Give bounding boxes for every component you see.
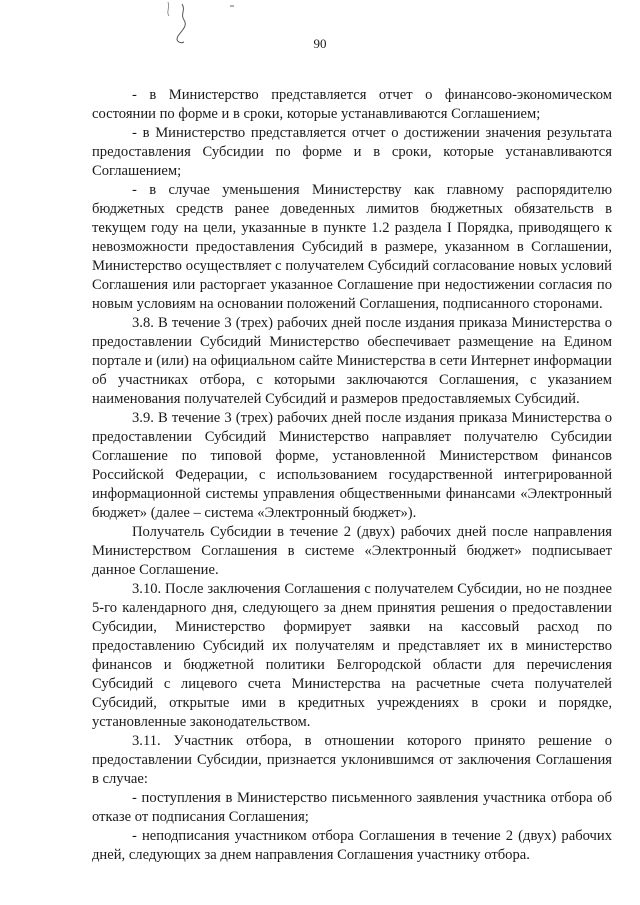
document-body — [92, 86, 612, 865]
paragraph-report-result: - в Министерство представляется отчет о достижении значения результата предоставления Субсидии по форме и в сроки, которые устанавливаются Соглашением; — [92, 125, 612, 179]
paragraph-recipient-signing: Получатель Субсидии в течение 2 (двух) рабочих дней после направления Министерством Соглашения в системе «Электронный бюджет» подписывает данное Соглашение. — [92, 524, 612, 578]
paragraph-limits-reduction: - в случае уменьшения Министерству как главному распорядителю бюджетных средств ранее доведенных лимитов бюджетных обязательств в текущем году на цели, указанные в пункте 1.2 раздела I Порядка, приводящего к невозможности предоставления Субсидий в размере, указанном в Соглашении, Министерство осуществляет с получателем Субсидий согласование новых условий Соглашения или расторгает указанное Соглашение при недостижении согласия по новым условиям на основании положений Соглашения, подписанного сторонами. — [92, 182, 612, 312]
paragraph-report-financial: - в Министерство представляется отчет о финансово-экономическом состоянии по форме и в сроки, которые устанавливаются Соглашением; — [92, 87, 612, 122]
paragraph-3-11: 3.11. Участник отбора, в отношении которого принято решение о предоставлении Субсидии, признается уклонившимся от заключения Соглашения в случае: — [92, 733, 612, 787]
page-number: 90 — [313, 36, 327, 51]
paragraph-3-10: 3.10. После заключения Соглашения с получателем Субсидии, но не позднее 5-го календарного дня, следующего за днем принятия решения о предоставлении Субсидии, Министерство формирует заявки на кассовый расход по предоставлению Субсидий их получателям и представляет их в министерство финансов и бюджетной политики Белгородской области для перечисления Субсидий с лицевого счета Министерства на расчетные счета получателей Субсидий, открытые ими в кредитных учреждениях в сроки и порядке, установленные законодательством. — [92, 581, 612, 730]
paragraph-3-9: 3.9. В течение 3 (трех) рабочих дней после издания приказа Министерства о предоставлении Субсидий Министерство направляет получателю Субсидии Соглашение по типовой форме, установленной Министерством финансов Российской Федерации, с использованием государственной интегрированной информационной системы управления общественными финансами «Электронный бюджет» (далее – система «Электронный бюджет»). — [92, 410, 612, 521]
paragraph-written-refusal: - поступления в Министерство письменного заявления участника отбора об отказе от подписания Соглашения; — [92, 790, 612, 825]
paragraph-3-8: 3.8. В течение 3 (трех) рабочих дней после издания приказа Министерства о предоставлении Субсидий Министерство обеспечивает размещение на Едином портале и (или) на официальном сайте Министерства в сети Интернет информации об участниках отбора, с которыми заключаются Соглашения, с указанием наименования получателей Субсидий и размеров предоставляемых Субсидий. — [92, 315, 612, 407]
paragraph-non-signing: - неподписания участником отбора Соглашения в течение 2 (двух) рабочих дней, следующих за днем направления Соглашения участнику отбора. — [92, 828, 612, 863]
